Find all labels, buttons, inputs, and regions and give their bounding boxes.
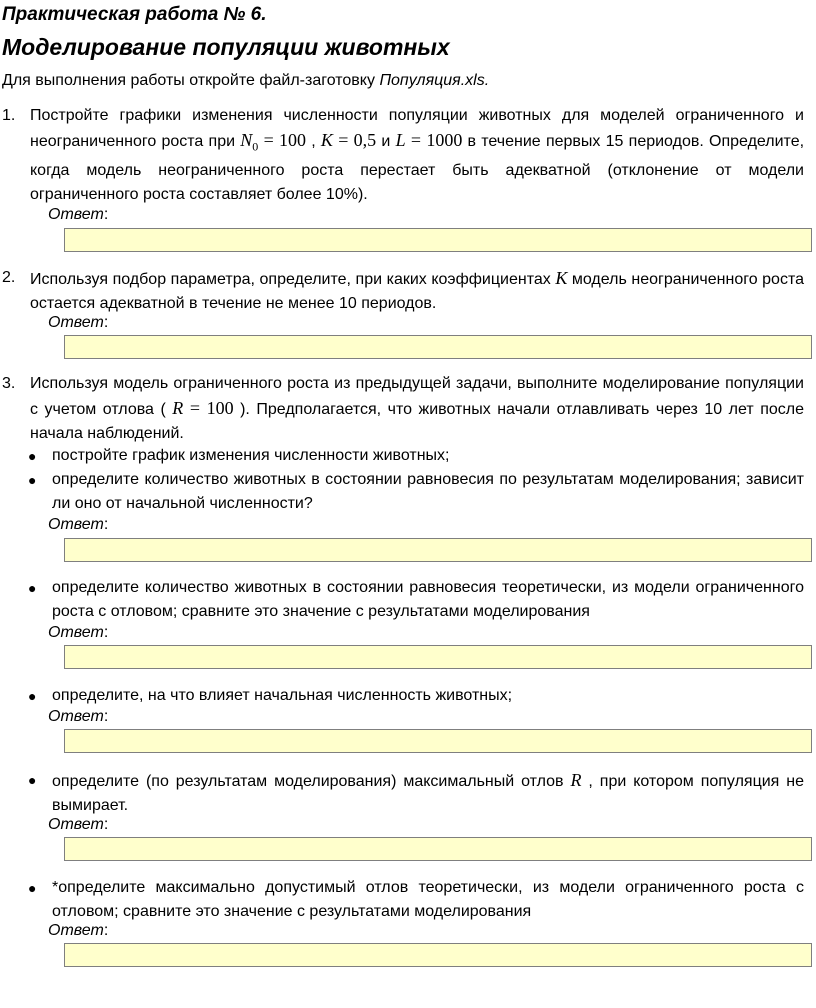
answer-box-task-3-initial-population[interactable] [64, 729, 812, 753]
task-text-part: Используя подбор параметра, определите, при каких коэффициентах [30, 271, 556, 288]
answer-box-task-3-equilibrium-model[interactable] [64, 538, 812, 562]
answer-label-colon: : [103, 816, 109, 833]
answer-label-colon: : [103, 922, 109, 939]
answer-label-text: Ответ [48, 624, 104, 641]
bullet-text [52, 768, 804, 818]
task-text-part: Используя модель ограниченного роста из предыдущей задачи, выполните моделирование популяции с учетом отлова ( [30, 375, 804, 418]
bullet-icon: ● [28, 772, 37, 788]
answer-label [48, 624, 108, 642]
bullet-text: определите количество животных в состоянии равновесия теоретически, из модели ограниченного роста с отловом; сравните это значение с результатами моделирования [52, 579, 804, 620]
math-symbol: K [320, 130, 333, 150]
task-text-part: в течение первых 15 периодов. Определите, когда модель неограниченного роста перестает быть адекватной (отклонение от модели ограниченного роста составляет более 10%). [30, 133, 805, 203]
intro-file-name: Популяция.xls. [379, 72, 490, 89]
worksheet-title: Практическая работа № 6. [2, 4, 267, 25]
task-1 [2, 104, 804, 207]
formula-r [172, 398, 233, 418]
bullet-item [28, 576, 804, 624]
math-value: = 0,5 [332, 130, 377, 150]
bullet-text-part: , при котором популяция не вымирает. [52, 773, 804, 814]
intro-instruction: Для выполнения работы откройте файл-заготовку [2, 72, 380, 89]
answer-box-task-3-max-catch[interactable] [64, 837, 812, 861]
task-number: 3. [2, 375, 16, 392]
answer-label-colon: : [103, 314, 109, 331]
math-symbol: N [240, 130, 253, 150]
answer-label [48, 816, 108, 834]
answer-box-task-3-max-catch-theory[interactable] [64, 943, 812, 967]
bullet-item [28, 468, 804, 516]
task-text [30, 372, 804, 446]
task-text-part: модель неограниченного роста остается адекватной в течение не менее 10 периодов. [30, 271, 805, 312]
answer-label-text: Ответ [48, 516, 104, 533]
answer-label-text: Ответ [48, 314, 104, 331]
math-symbol: L [395, 130, 406, 150]
bullet-text: *определите максимально допустимый отлов теоретически, из модели ограниченного роста с отловом; сравните это значение с результатами моделирования [52, 879, 804, 920]
bullet-icon: ● [28, 688, 37, 704]
task-text-sep: , [306, 133, 321, 150]
answer-box-task-3-equilibrium-theory[interactable] [64, 645, 812, 669]
formula-r: R [570, 770, 582, 790]
bullet-icon: ● [28, 880, 37, 896]
bullet-item [28, 876, 804, 924]
bullet-item [28, 768, 804, 818]
bullet-icon: ● [28, 580, 37, 596]
formula-l [396, 130, 463, 150]
bullet-icon: ● [28, 448, 37, 464]
answer-label [48, 314, 108, 332]
answer-label [48, 206, 108, 224]
bullet-text: определите количество животных в состоянии равновесия по результатам моделирования; зависит ли оно от начальной численности? [52, 471, 804, 512]
bullet-item [28, 684, 804, 708]
answer-label [48, 516, 108, 534]
task-2 [2, 266, 804, 316]
task-text-sep: и [376, 133, 396, 150]
answer-label-colon: : [103, 624, 109, 641]
answer-label-text: Ответ [48, 816, 104, 833]
task-text [30, 266, 804, 316]
math-symbol: R [172, 398, 184, 418]
bullet-icon: ● [28, 472, 37, 488]
math-subscript: 0 [252, 139, 259, 154]
task-text-part: ). Предполагается, что животных начали отлавливать через 10 лет после начала наблюдений. [30, 401, 805, 442]
answer-box-task-1[interactable] [64, 228, 812, 252]
task-3 [2, 372, 804, 446]
answer-box-task-2[interactable] [64, 335, 812, 359]
math-value: = 100 [183, 398, 234, 418]
intro-text [2, 72, 489, 90]
answer-label-colon: : [103, 516, 109, 533]
formula-k [321, 130, 376, 150]
task-number: 1. [2, 107, 16, 124]
answer-label-text: Ответ [48, 206, 104, 223]
answer-label-colon: : [103, 206, 109, 223]
task-number: 2. [2, 269, 16, 286]
bullet-text-part: определите (по результатам моделирования) максимальный отлов [52, 773, 571, 790]
answer-label-text: Ответ [48, 922, 104, 939]
answer-label [48, 708, 108, 726]
formula-k: K [555, 268, 568, 288]
answer-label-colon: : [103, 708, 109, 725]
task-text [30, 104, 804, 207]
answer-label-text: Ответ [48, 708, 104, 725]
worksheet-subtitle: Моделирование популяции животных [2, 34, 450, 60]
answer-label [48, 922, 108, 940]
bullet-text: постройте график изменения численности животных; [52, 447, 450, 464]
math-value: = 100 [258, 130, 307, 150]
formula-n0 [240, 130, 307, 154]
math-value: = 1000 [405, 130, 463, 150]
bullet-text: определите, на что влияет начальная численность животных; [52, 687, 513, 704]
bullet-item [28, 444, 804, 468]
task-text-part: Постройте графики изменения численности популяции животных для моделей ограниченного и неограниченного роста при [30, 107, 804, 150]
